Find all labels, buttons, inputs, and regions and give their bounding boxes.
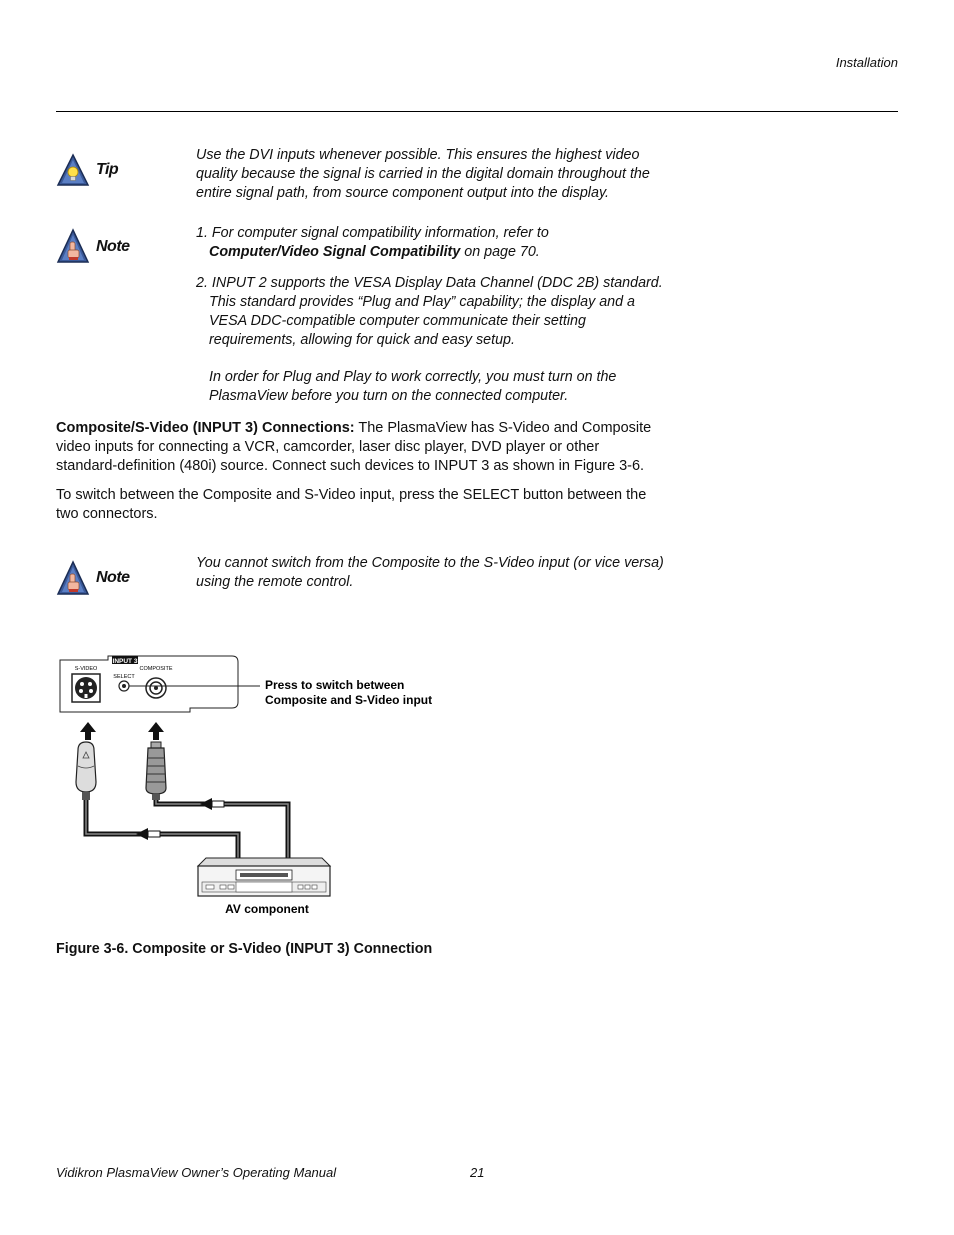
note-label: Note bbox=[96, 569, 130, 586]
note-text bbox=[196, 224, 666, 406]
section-heading: Composite/S-Video (INPUT 3) Connections: bbox=[56, 420, 355, 436]
up-arrow-icon bbox=[80, 722, 96, 740]
tip-callout bbox=[56, 153, 196, 193]
note-2-text bbox=[196, 554, 666, 592]
note-item-2-line: This standard provides “Plug and Play” capability; the display and a bbox=[209, 294, 635, 310]
note-item-1-ref bbox=[196, 243, 666, 262]
note-line: You cannot switch from the Composite to the S-Video input (or vice versa) bbox=[196, 555, 664, 571]
note-item-2: 2. INPUT 2 supports the VESA Display Data Channel (DDC 2B) standard. bbox=[196, 275, 663, 291]
note-callout-2 bbox=[56, 560, 196, 600]
svideo-jack bbox=[72, 674, 100, 702]
tip-lightbulb-icon bbox=[56, 153, 90, 187]
note-line: using the remote control. bbox=[196, 574, 354, 590]
section-paragraph bbox=[56, 419, 666, 476]
note-extra-line: In order for Plug and Play to work correctly, you must turn on the bbox=[209, 369, 617, 385]
av-component-device bbox=[198, 858, 330, 896]
note-item-1: 1. For computer signal compatibility information, refer to bbox=[196, 225, 549, 241]
note-label: Note bbox=[96, 238, 130, 255]
input3-label: INPUT 3 bbox=[112, 658, 138, 665]
running-header: Installation bbox=[835, 55, 898, 70]
page-number: 21 bbox=[470, 1165, 485, 1180]
tip-label: Tip bbox=[96, 161, 119, 178]
callout-text: Composite and S-Video input bbox=[265, 693, 433, 707]
note-item-2-line: requirements, allowing for quick and easy setup. bbox=[209, 332, 515, 348]
paragraph-line: video inputs for connecting a VCR, camcorder, laser disc player, DVD player or other bbox=[56, 439, 600, 455]
select-label: SELECT bbox=[113, 674, 135, 680]
connection-diagram bbox=[56, 650, 456, 922]
cross-reference-link[interactable]: Computer/Video Signal Compatibility bbox=[209, 244, 461, 260]
footer-title: Vidikron PlasmaView Owner’s Operating Manual bbox=[56, 1165, 337, 1180]
av-component-label: AV component bbox=[225, 902, 309, 916]
up-arrow-icon bbox=[148, 722, 164, 740]
paragraph-line: two connectors. bbox=[56, 506, 158, 522]
tip-text bbox=[196, 146, 666, 203]
tip-line: entire signal path, from source component output into the display. bbox=[196, 185, 609, 201]
svideo-label: S-VIDEO bbox=[74, 666, 98, 672]
left-arrow-icon bbox=[200, 798, 212, 810]
composite-label: COMPOSITE bbox=[139, 666, 173, 672]
composite-cable bbox=[156, 800, 288, 858]
note-item-2-line: VESA DDC-compatible computer communicate their setting bbox=[209, 313, 586, 329]
paragraph-line: To switch between the Composite and S-Video input, press the SELECT button between the bbox=[56, 487, 647, 503]
note-extra-line: PlasmaView before you turn on the connected computer. bbox=[209, 388, 569, 404]
note-callout bbox=[56, 228, 196, 268]
left-arrow-icon bbox=[136, 828, 148, 840]
paragraph-text: The PlasmaView has S-Video and Composite bbox=[354, 420, 652, 436]
svideo-cable bbox=[86, 800, 238, 858]
paragraph-line: standard-definition (480i) source. Connect such devices to INPUT 3 as shown in Figure 3-6. bbox=[56, 458, 645, 474]
header-rule bbox=[56, 111, 898, 112]
figure-caption: Figure 3-6. Composite or S-Video (INPUT 3) Connection bbox=[56, 941, 433, 957]
note-hand-icon bbox=[56, 560, 90, 596]
svideo-plug bbox=[76, 742, 96, 800]
composite-jack bbox=[146, 678, 166, 698]
note-hand-icon bbox=[56, 228, 90, 264]
callout-text: Press to switch between bbox=[265, 678, 405, 692]
composite-plug bbox=[146, 742, 166, 800]
section-paragraph-2 bbox=[56, 486, 666, 524]
tip-line: quality because the signal is carried in the digital domain throughout the bbox=[196, 166, 650, 182]
page-ref: on page 70. bbox=[460, 244, 540, 260]
tip-line: Use the DVI inputs whenever possible. This ensures the highest video bbox=[196, 147, 640, 163]
